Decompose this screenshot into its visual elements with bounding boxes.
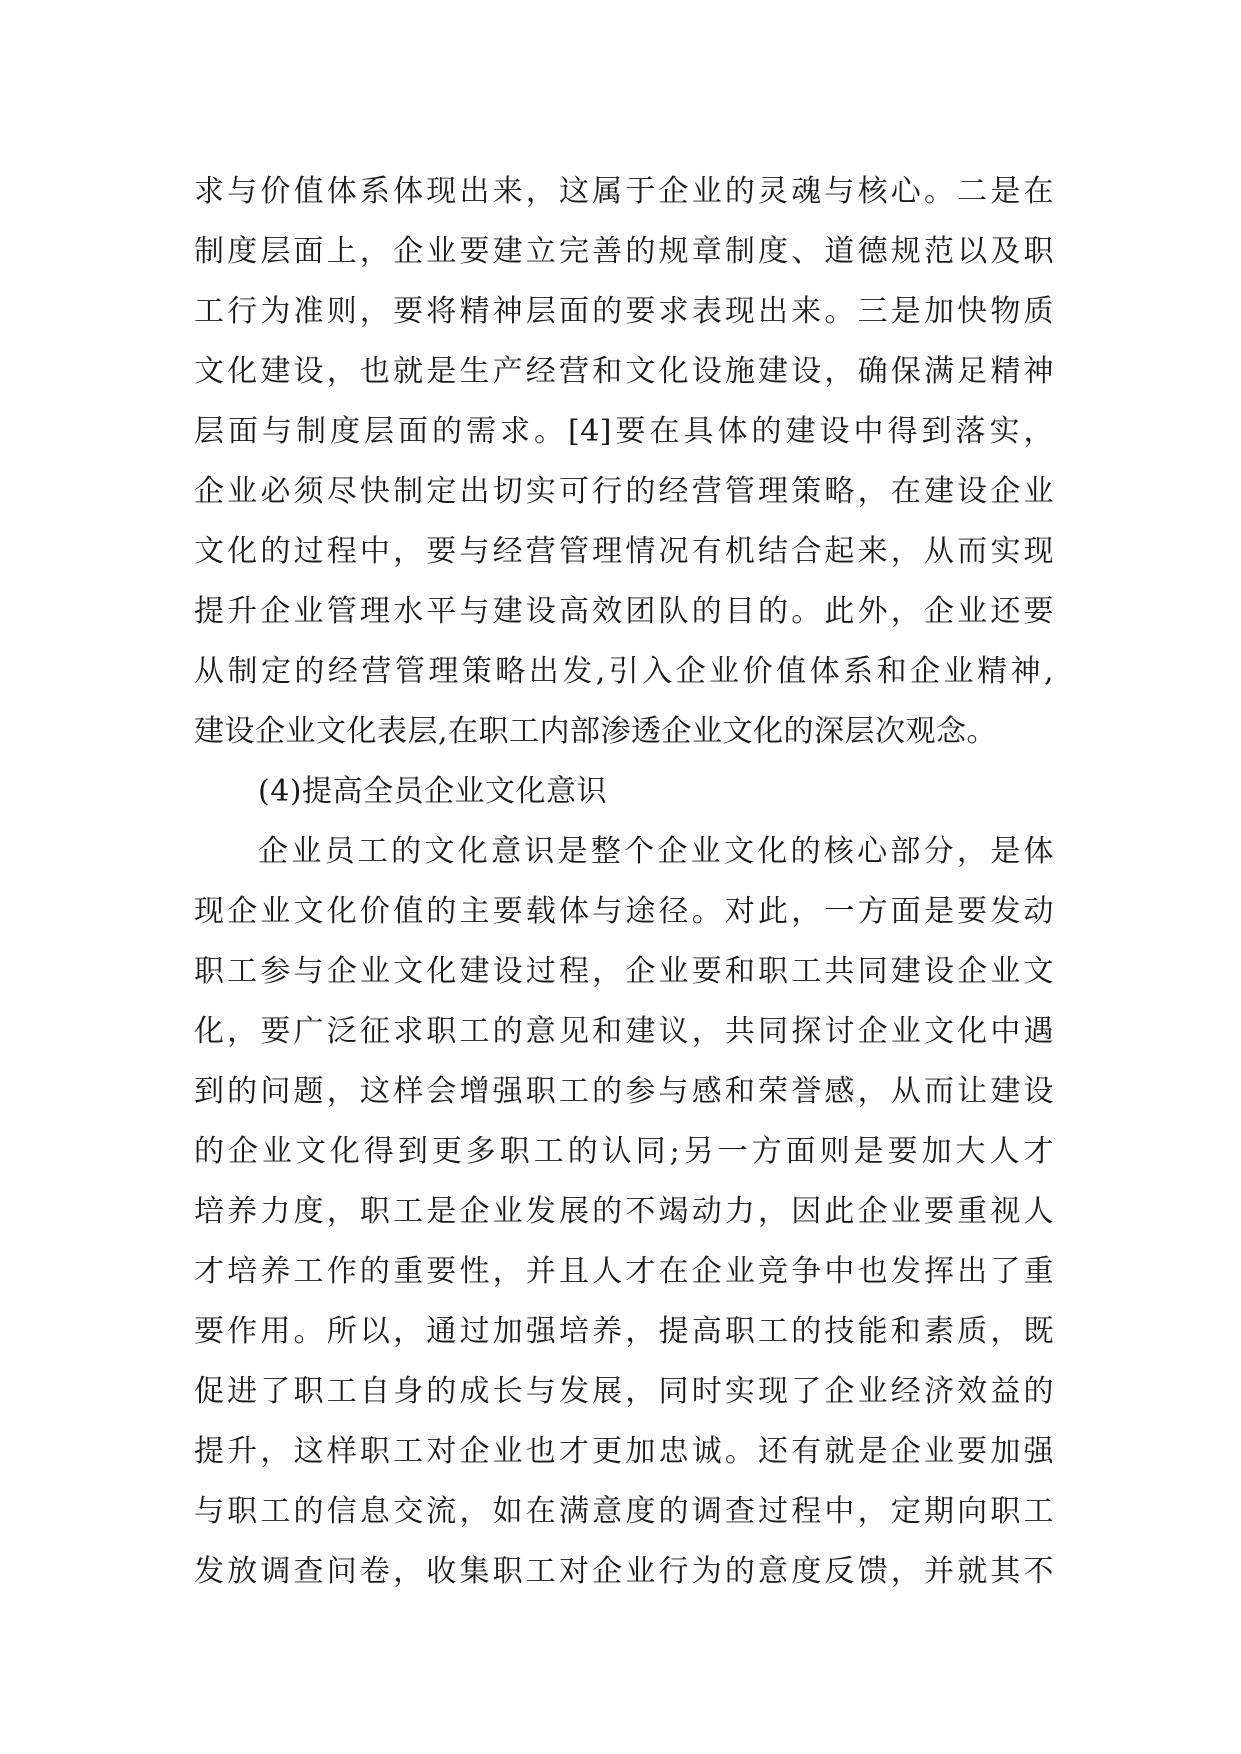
text-line: 发放调查问卷，收集职工对企业行为的意度反馈，并就其不 bbox=[194, 1554, 1054, 1589]
body-text bbox=[194, 162, 1054, 1602]
text-line: 提升企业管理水平与建设高效团队的目的。此外，企业还要 bbox=[194, 594, 1054, 629]
text-line: 现企业文化价值的主要载体与途径。对此，一方面是要发动 bbox=[194, 894, 1054, 929]
section-heading: (4)提高全员企业文化意识 bbox=[258, 774, 607, 809]
text-line: 层面与制度层面的需求。[4]要在具体的建设中得到落实， bbox=[194, 414, 1054, 449]
text-line: 才培养工作的重要性，并且人才在企业竞争中也发挥出了重 bbox=[194, 1254, 1054, 1289]
text-line: 提升，这样职工对企业也才更加忠诚。还有就是企业要加强 bbox=[194, 1434, 1054, 1469]
paragraph-first-line: 企业员工的文化意识是整个企业文化的核心部分，是体 bbox=[258, 834, 1054, 869]
text-line: 化，要广泛征求职工的意见和建议，共同探讨企业文化中遇 bbox=[194, 1014, 1054, 1049]
text-line: 从制定的经营管理策略出发,引入企业价值体系和企业精神, bbox=[194, 654, 1054, 689]
text-line: 工行为准则，要将精神层面的要求表现出来。三是加快物质 bbox=[194, 294, 1054, 329]
text-line: 制度层面上，企业要建立完善的规章制度、道德规范以及职 bbox=[194, 234, 1054, 269]
text-line: 文化的过程中，要与经营管理情况有机结合起来，从而实现 bbox=[194, 534, 1054, 569]
text-line: 培养力度，职工是企业发展的不竭动力，因此企业要重视人 bbox=[194, 1194, 1054, 1229]
text-line: 职工参与企业文化建设过程，企业要和职工共同建设企业文 bbox=[194, 954, 1054, 989]
text-line: 促进了职工自身的成长与发展，同时实现了企业经济效益的 bbox=[194, 1374, 1054, 1409]
text-line: 的企业文化得到更多职工的认同;另一方面则是要加大人才 bbox=[194, 1134, 1054, 1169]
text-line: 到的问题，这样会增强职工的参与感和荣誉感，从而让建设 bbox=[194, 1074, 1054, 1109]
text-line: 文化建设，也就是生产经营和文化设施建设，确保满足精神 bbox=[194, 354, 1054, 389]
text-line: 企业必须尽快制定出切实可行的经营管理策略，在建设企业 bbox=[194, 474, 1054, 509]
text-line: 与职工的信息交流，如在满意度的调查过程中，定期向职工 bbox=[194, 1494, 1054, 1529]
text-line: 建设企业文化表层,在职工内部渗透企业文化的深层次观念。 bbox=[194, 714, 998, 749]
text-line: 要作用。所以，通过加强培养，提高职工的技能和素质，既 bbox=[194, 1314, 1054, 1349]
text-line: 求与价值体系体现出来，这属于企业的灵魂与核心。二是在 bbox=[194, 174, 1054, 209]
